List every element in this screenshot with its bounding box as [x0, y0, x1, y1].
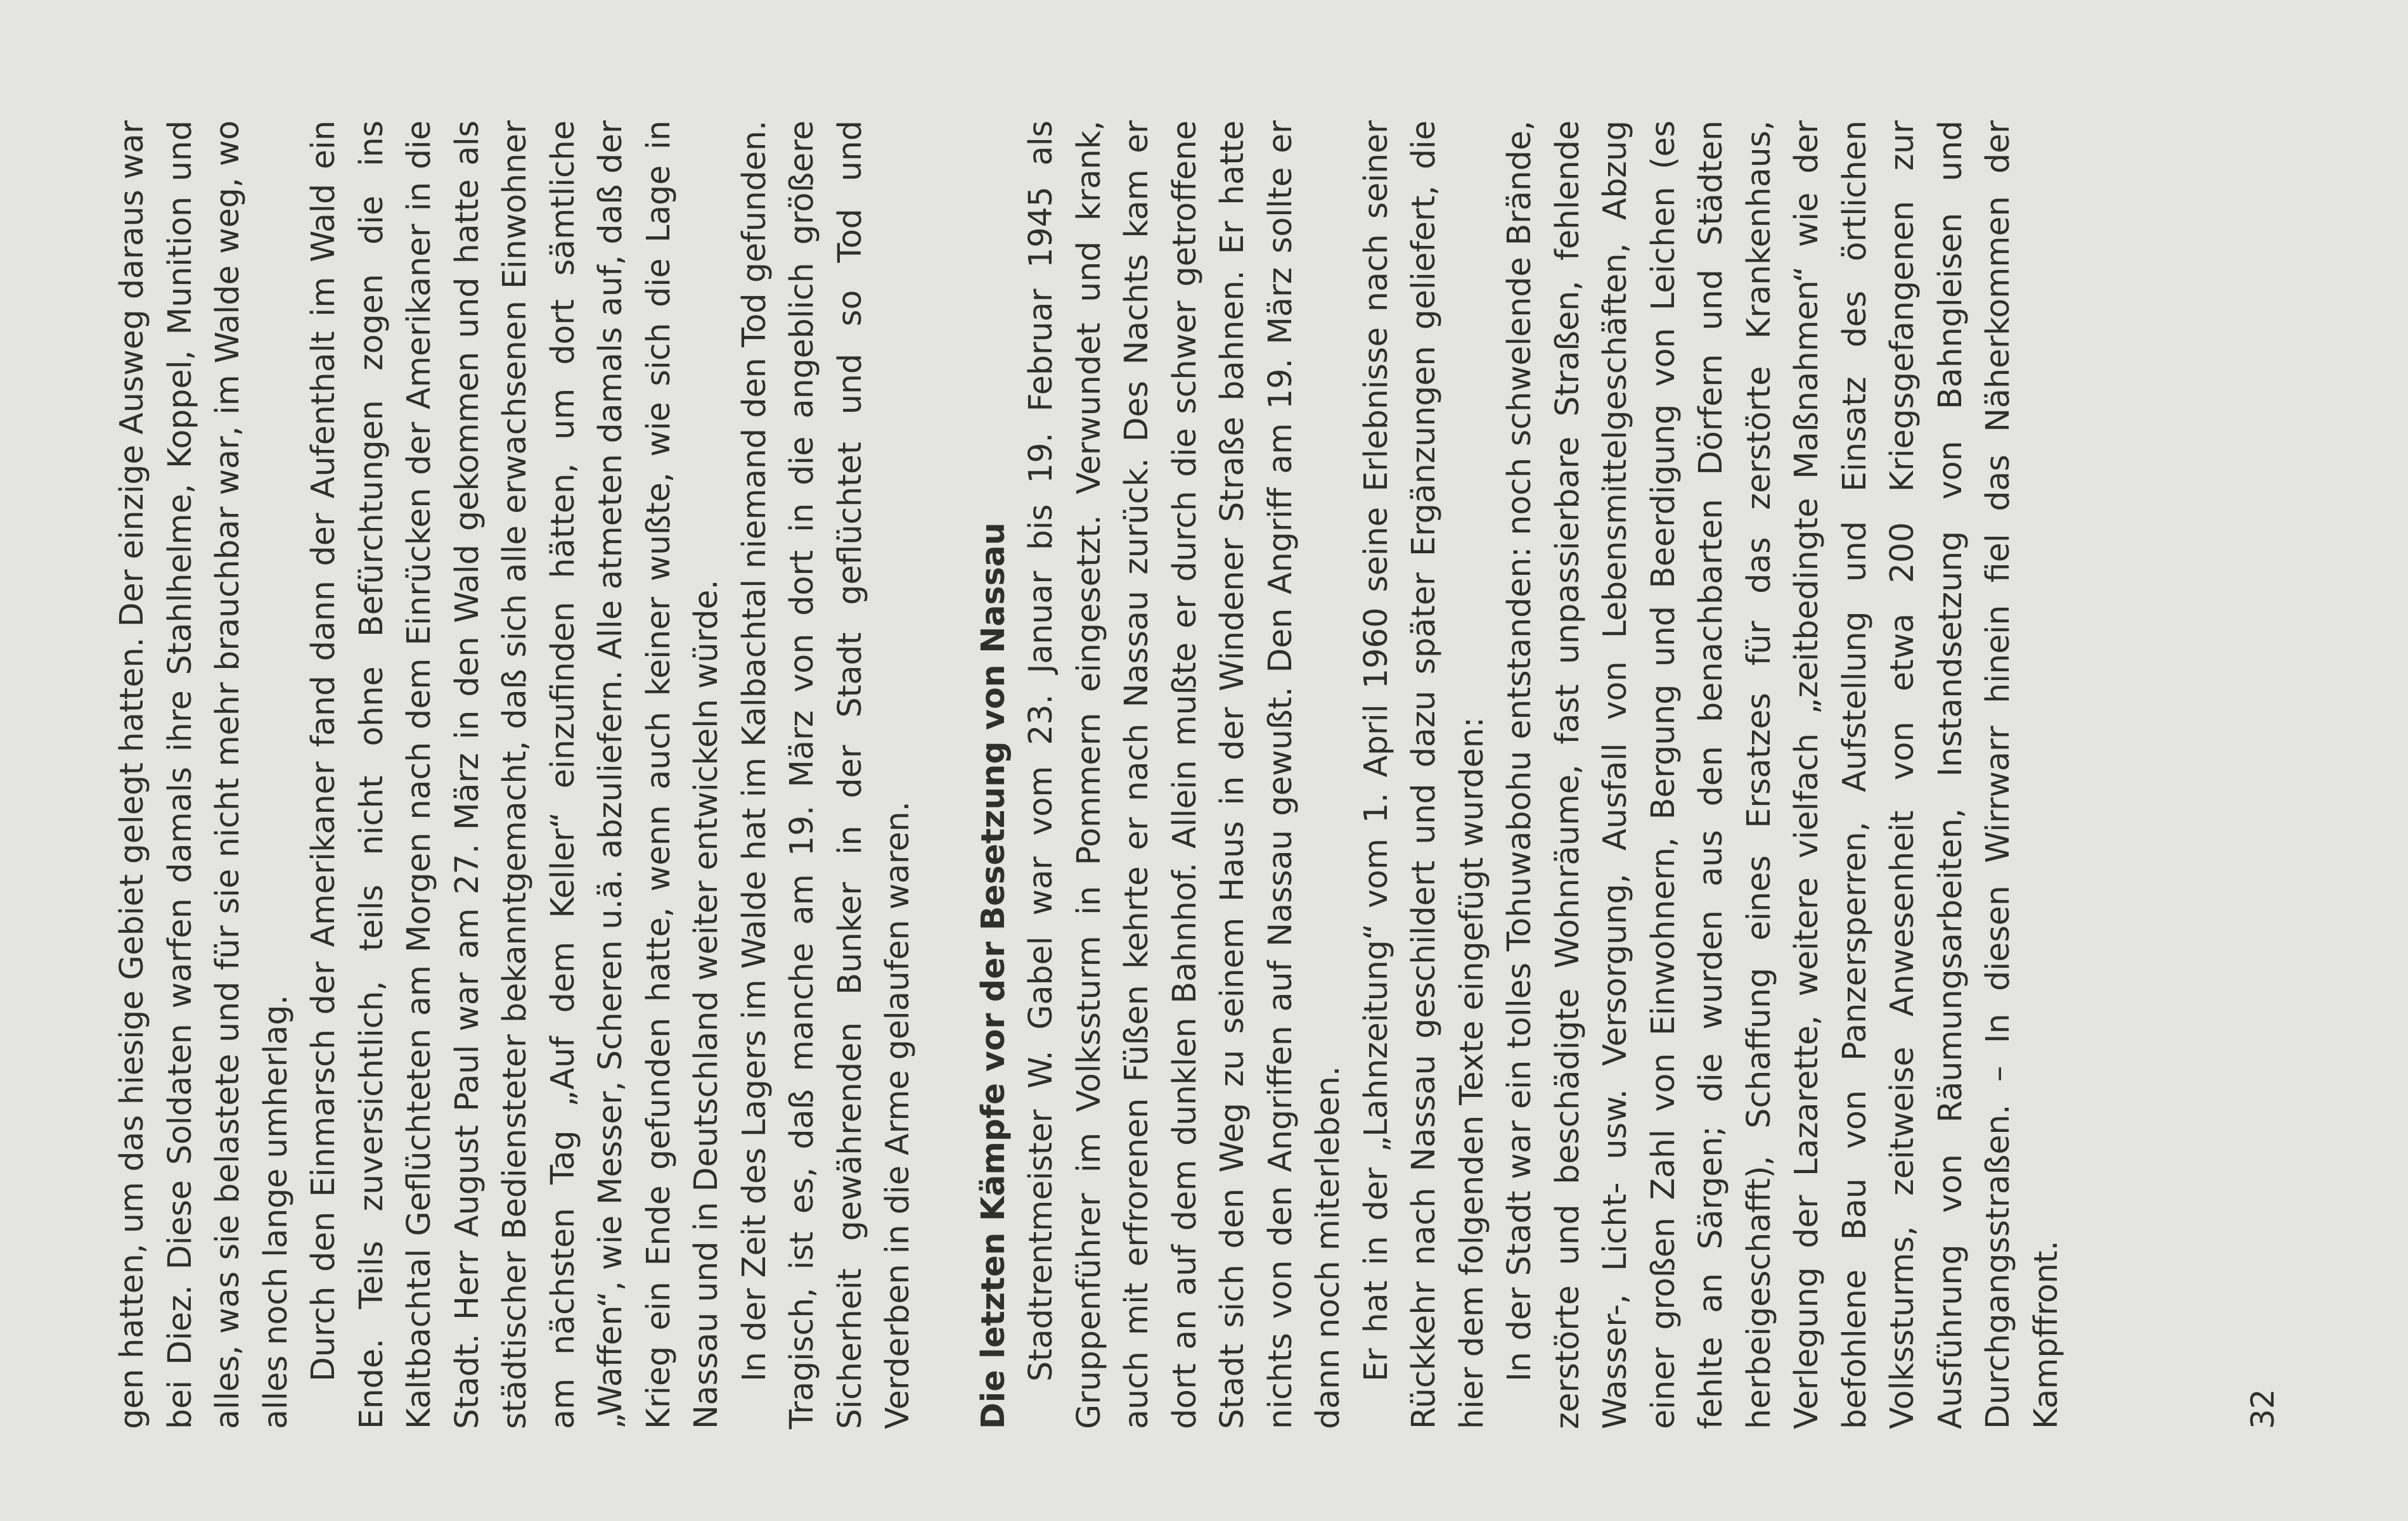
- paragraph-gabel: Stadtrentmeister W. Gabel war vom 23. Januar bis 19. Februar 1945 als Gruppenführer im Volkssturm in Pommern eingesetzt. Verwundet und krank, auch mit erfrorenen Füßen kehrte er nach Nassau zurück. Des Nachts kam er dort an auf dem dunklen Bahnhof. Allein mußte er durch die schwer getroffene Stadt sich den Weg zu seinem Haus in der Windener Straße bahnen. Er hatte nichts von den Angriffen auf Nassau gewußt. Den Angriff am 19. März sollte er dann noch miterleben.: [1022, 120, 1346, 1429]
- section-heading: Die letzten Kämpfe vor der Besetzung von Nassau: [974, 522, 1012, 1429]
- text-block: [108, 120, 2070, 1429]
- paragraph-lager: In der Zeit des Lagers im Walde hat im Kalbachtal niemand den Tod gefunden. Tragisch, ist es, daß manche am 19. März von dort in die angeblich größere Sicherheit gewährenden Bunker in der Stadt geflüchtet und so Tod und Verderben in die Arme gelaufen waren.: [735, 120, 916, 1429]
- paragraph-tohuwabohu: In der Stadt war ein tolles Tohuwabohu entstanden: noch schwelende Brände, zerstörte und beschädigte Wohnräume, fast unpassierbare Straßen, fehlende Wasser-, Licht- usw. Versorgung, Ausfall von Lebensmittelgeschäften, Abzug einer großen Zahl von Einwohnern, Bergung und Beerdigung von Leichen (es fehlte an Särgen; die wurden aus den benachbarten Dörfern und Städten herbeigeschafft), Schaffung eines Ersatzes für das zerstörte Krankenhaus, Verlegung der Lazarette, weitere vielfach „zeitbedingte Maßnahmen“ wie der befohlene Bau von Panzersperren, Aufstellung und Einsatz des örtlichen Volkssturms, zeitweise Anwesenheit von etwa 200 Kriegsgefangenen zur Ausführung von Räumungsarbeiten, Instandsetzung von Bahngleisen und Durchgangsstraßen. – In diesen Wirrwarr hinein fiel das Näherkommen der Kampffront.: [1500, 120, 2064, 1429]
- page-number: 32: [2244, 1389, 2281, 1429]
- paragraph-einmarsch: Durch den Einmarsch der Amerikaner fand dann der Aufenthalt im Wald ein Ende. Teils zuversichtlich, teils nicht ohne Befürchtungen zogen die ins Kaltbachtal Geflüchteten am Morgen nach dem Einrücken der Amerikaner in die Stadt. Herr August Paul war am 27. März in den Wald gekommen und hatte als städtischer Bediensteter bekanntgemacht, daß sich alle erwachsenen Einwohner am nächsten Tag „Auf dem Keller“ einzufinden hätten, um dort sämtliche „Waffen“, wie Messer, Scheren u.ä. abzuliefern. Alle atmeten damals auf, daß der Krieg ein Ende gefunden hatte, wenn auch keiner wußte, wie sich die Lage in Nassau und in Deutschland weiter entwickeln würde.: [304, 120, 724, 1429]
- paragraph-continued: gen hatten, um das hiesige Gebiet gelegt hatten. Der einzige Ausweg daraus war bei Diez. Diese Soldaten warfen damals ihre Stahlhelme, Koppel, Munition und alles, was sie belastete und für sie nicht mehr brauchbar war, im Walde weg, wo alles noch lange umherlag.: [113, 120, 294, 1429]
- paragraph-lahnzeitung: Er hat in der „Lahnzeitung“ vom 1. April 1960 seine Erlebnisse nach seiner Rückkehr nach Nassau geschildert und dazu später Ergänzungen geliefert, die hier dem folgenden Texte eingefügt wurden:: [1356, 120, 1490, 1429]
